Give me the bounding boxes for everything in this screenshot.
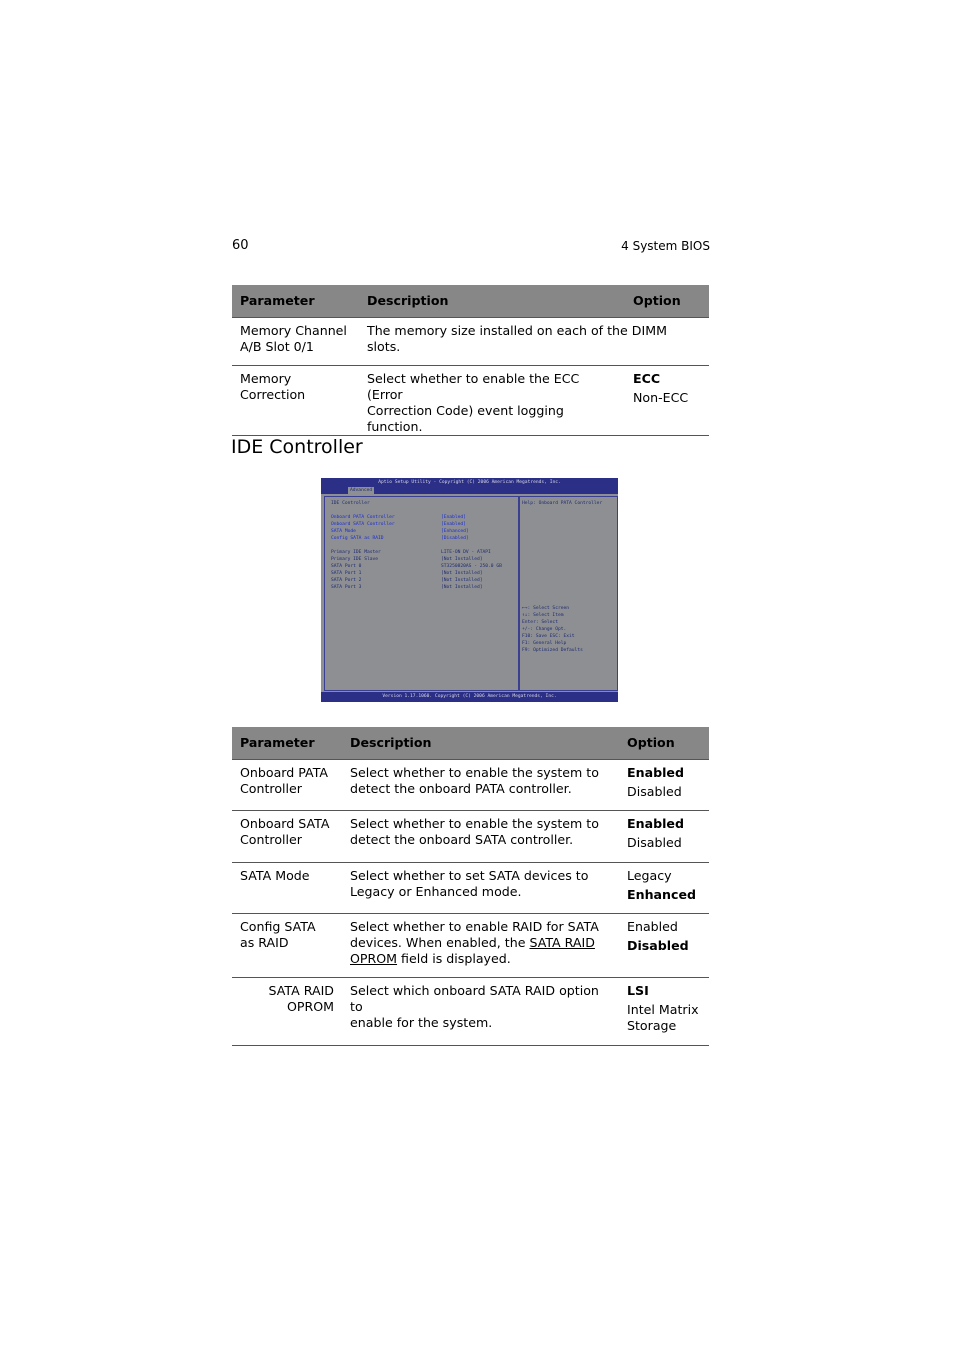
header-option: Option — [625, 285, 709, 318]
memory-parameter-table — [232, 285, 709, 436]
bios-key-hint: ←→: Select Screen — [522, 606, 570, 611]
bios-item-value: [Enabled] — [441, 522, 466, 527]
section-title: IDE Controller — [231, 436, 363, 458]
bios-info-value: ST3250820AS - 250.0 GB — [441, 564, 502, 569]
param-cell: SATA Mode — [232, 863, 342, 914]
bios-footer: Version 1.17.1060. Copyright (C) 2006 American Megatrends, Inc. — [321, 692, 618, 702]
param-cell: Onboard PATA Controller — [232, 760, 342, 811]
bios-item-value: [Enabled] — [441, 515, 466, 520]
option-default: LSI — [627, 983, 649, 998]
bios-info-value: [Not Installed] — [441, 578, 483, 583]
bios-key-hint: Enter: Select — [522, 620, 558, 625]
bios-item-label: Onboard SATA Controller — [331, 522, 395, 527]
bios-key-hint: ↑↓: Select Item — [522, 613, 564, 618]
bios-info-value: [Not Installed] — [441, 585, 483, 590]
header-option: Option — [619, 727, 709, 760]
bios-info-label: Primary IDE Slave — [331, 557, 379, 562]
table-header-row — [232, 727, 709, 760]
bios-info-label: SATA Port 3 — [331, 585, 362, 590]
table-row — [232, 318, 709, 366]
sata-raid-oprom-link[interactable]: OPROM — [350, 951, 398, 966]
option-cell — [619, 760, 709, 811]
param-cell: Memory Channel A/B Slot 0/1 — [232, 318, 359, 366]
bios-info-label: SATA Port 1 — [331, 571, 362, 576]
desc-cell: The memory size installed on each of the DIMM slots. — [359, 318, 709, 366]
option-default: Enabled — [627, 816, 684, 831]
bios-key-hint: +/-: Change Opt. — [522, 627, 567, 632]
bios-item-label: Onboard PATA Controller — [331, 515, 395, 520]
header-description: Description — [342, 727, 619, 760]
desc-cell: Select whether to enable the system to detect the onboard SATA controller. — [342, 811, 619, 863]
bios-key-hint: F10: Save ESC: Exit — [522, 634, 575, 639]
option-cell — [619, 978, 709, 1046]
param-cell: Memory Correction — [232, 366, 359, 436]
table-row — [232, 811, 709, 863]
bios-item-value: [Enhanced] — [441, 529, 469, 534]
page-number: 60 — [232, 238, 249, 253]
desc-cell: Select which onboard SATA RAID option to enable for the system. — [342, 978, 619, 1046]
desc-cell: Select whether to enable the system to detect the onboard PATA controller. — [342, 760, 619, 811]
table-row — [232, 978, 709, 1046]
bios-item-label: SATA Mode — [331, 529, 356, 534]
bios-item-label: Config SATA as RAID — [331, 536, 384, 541]
param-cell: SATA RAID OPROM — [232, 978, 342, 1046]
option-default: Enhanced — [627, 887, 697, 902]
option: Non-ECC — [633, 390, 689, 405]
bios-help-panel — [519, 496, 618, 691]
desc-cell: Select whether to enable RAID for SATA devices. When enabled, the SATA RAID OPROM field is displayed. — [342, 914, 619, 978]
header-parameter: Parameter — [232, 285, 359, 318]
option: Legacy — [627, 868, 672, 883]
table-row — [232, 863, 709, 914]
param-cell: Onboard SATA Controller — [232, 811, 342, 863]
option-cell — [619, 863, 709, 914]
ide-parameter-table — [232, 727, 709, 1046]
bios-key-hint: F9: Optimized Defaults — [522, 648, 583, 653]
option: Storage — [627, 1018, 677, 1033]
bios-section-title: IDE Controller — [331, 501, 370, 506]
header-parameter: Parameter — [232, 727, 342, 760]
desc-cell: Select whether to set SATA devices to Legacy or Enhanced mode. — [342, 863, 619, 914]
bios-help-title: Help: Onboard PATA Controller — [522, 501, 603, 506]
table-row — [232, 914, 709, 978]
bios-main-panel — [324, 496, 519, 691]
desc-cell: Select whether to enable the ECC (Error Correction Code) event logging function. — [359, 366, 625, 436]
section-header: 4 System BIOS — [621, 239, 710, 253]
table-row — [232, 366, 709, 436]
option: Intel Matrix — [627, 1002, 699, 1017]
table-row — [232, 760, 709, 811]
bios-info-label: SATA Port 2 — [331, 578, 362, 583]
bios-info-value: [Not Installed] — [441, 557, 483, 562]
option-cell — [625, 366, 709, 436]
bios-info-label: Primary IDE Master — [331, 550, 381, 555]
option: Enabled — [627, 919, 678, 934]
bios-key-hint: F1: General Help — [522, 641, 567, 646]
option-cell — [619, 811, 709, 863]
option: Disabled — [627, 835, 682, 850]
table-header-row — [232, 285, 709, 318]
option-cell — [619, 914, 709, 978]
bios-title-bar: Aptio Setup Utility - Copyright (C) 2006 American Megatrends, Inc. — [321, 478, 618, 487]
bios-info-label: SATA Port 0 — [331, 564, 362, 569]
option-default: ECC — [633, 371, 661, 386]
param-cell: Config SATA as RAID — [232, 914, 342, 978]
bios-info-value: [Not Installed] — [441, 571, 483, 576]
bios-item-value: [Disabled] — [441, 536, 469, 541]
header-description: Description — [359, 285, 625, 318]
option: Disabled — [627, 784, 682, 799]
sata-raid-oprom-link[interactable]: SATA RAID — [529, 935, 595, 950]
bios-info-value: LITE-ON DV - ATAPI — [441, 550, 491, 555]
option-default: Enabled — [627, 765, 684, 780]
bios-tab-advanced: Advanced — [350, 488, 373, 493]
bios-screenshot — [321, 478, 618, 702]
option-default: Disabled — [627, 938, 689, 953]
